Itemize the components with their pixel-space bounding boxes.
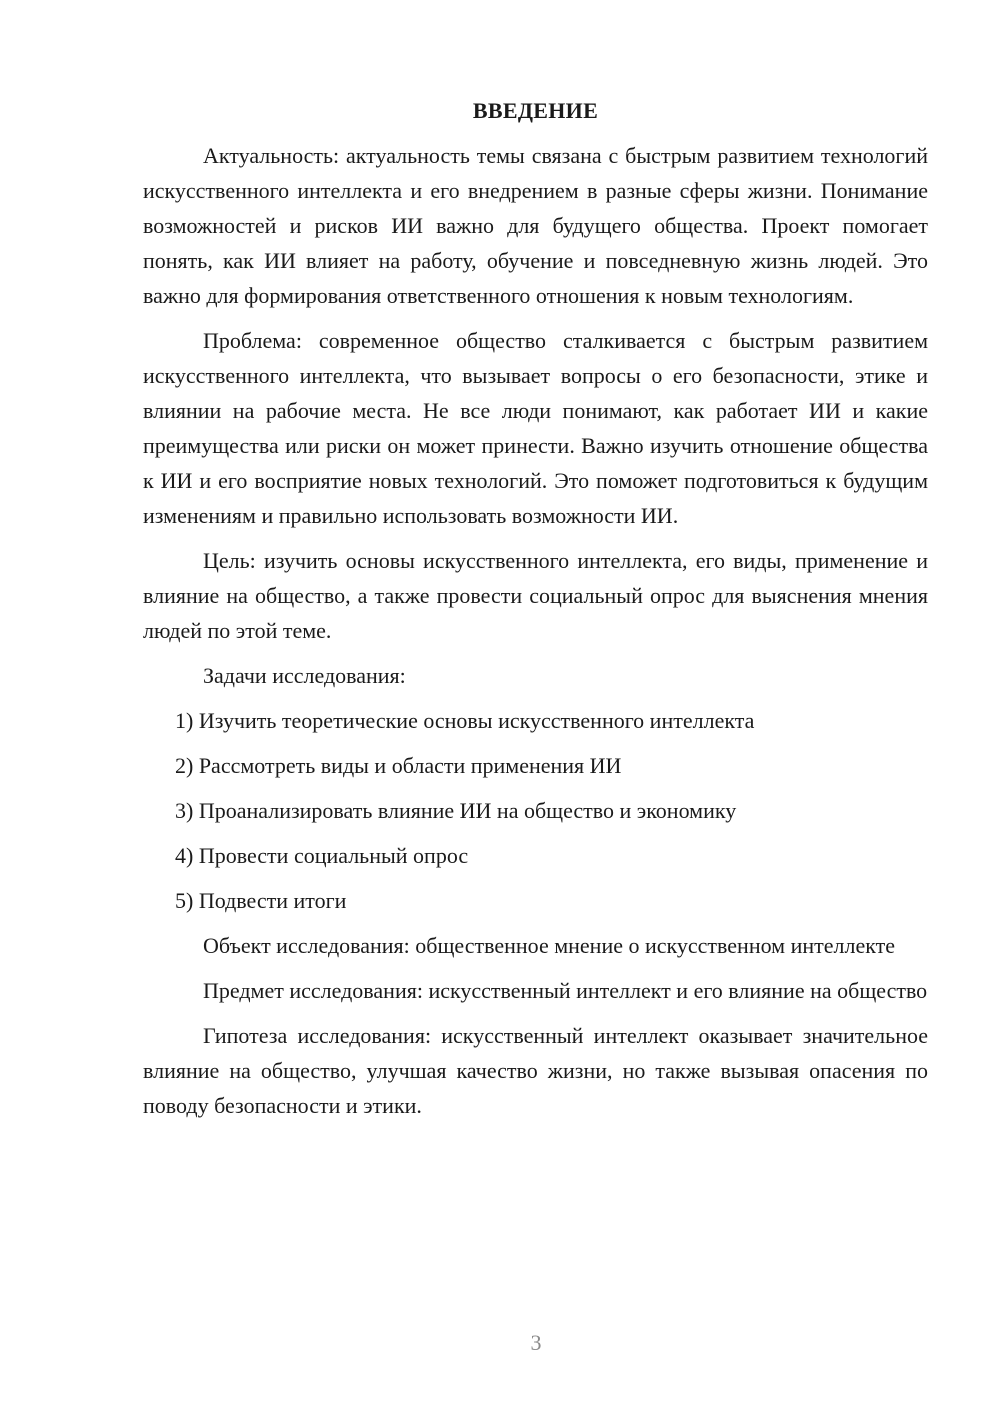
task-item: 1) Изучить теоретические основы искусственного интеллекта [175,708,755,733]
section-title: ВВЕДЕНИЕ [472,98,599,123]
paragraph-goal: Цель: изучить основы искусственного интеллекта, его виды, применение и влияние на общество, а также провести социальный опрос для выяснения мнения людей по этой теме. [143,548,928,643]
paragraph-object: Объект исследования: общественное мнение о искусственном интеллекте [203,933,896,958]
task-item: 2) Рассмотреть виды и области применения ИИ [175,753,622,778]
tasks-heading: Задачи исследования: [203,663,406,688]
task-item: 5) Подвести итоги [175,888,347,913]
page-content [143,96,928,1123]
paragraph-subject: Предмет исследования: искусственный интеллект и его влияние на общество [203,978,928,1003]
page-number: 3 [530,1330,542,1355]
paragraph-hypothesis: Гипотеза исследования: искусственный интеллект оказывает значительное влияние на общество, улучшая качество жизни, но также вызывая опасения по поводу безопасности и этики. [143,1023,928,1118]
task-item: 4) Провести социальный опрос [175,843,469,868]
paragraph-relevance: Актуальность: актуальность темы связана с быстрым развитием технологий искусственного интеллекта и его внедрением в разные сферы жизни. Понимание возможностей и рисков ИИ важно для будущего общества. Проект помогает понять, как ИИ влияет на работу, обучение и повседневную жизнь людей. Это важно для формирования ответственного отношения к новым технологиям. [143,143,928,308]
task-item: 3) Проанализировать влияние ИИ на общество и экономику [175,798,737,823]
task-list [143,703,928,918]
paragraph-problem: Проблема: современное общество сталкивается с быстрым развитием искусственного интеллекта, что вызывает вопросы о его безопасности, этике и влиянии на рабочие места. Не все люди понимают, как работает ИИ и какие преимущества или риски он может принести. Важно изучить отношение общества к ИИ и его восприятие новых технологий. Это поможет подготовиться к будущим изменениям и правильно использовать возможности ИИ. [143,328,928,528]
